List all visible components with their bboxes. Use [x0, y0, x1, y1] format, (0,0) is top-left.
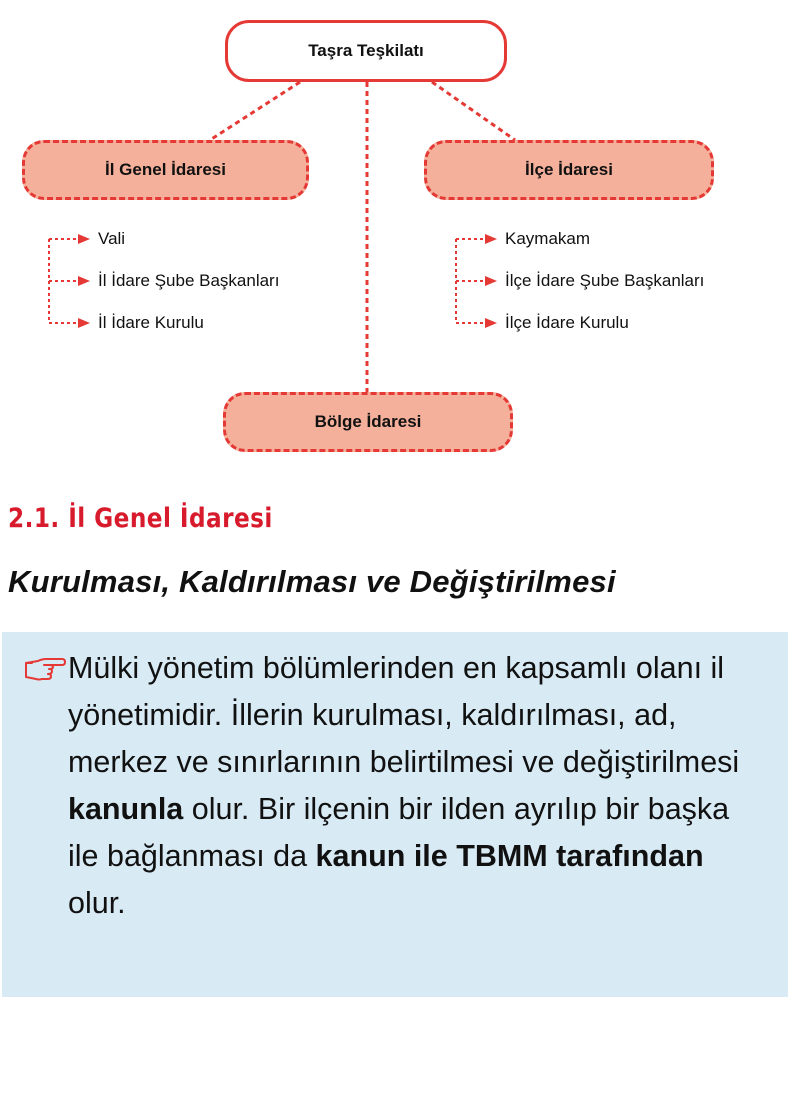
root-node — [225, 20, 507, 82]
note-text-3: olur. — [68, 886, 126, 920]
note-bold-1: kanunla — [68, 792, 184, 826]
list-item: İlçe İdare Şube Başkanları — [505, 271, 705, 290]
ilce-idaresi-list — [453, 218, 704, 344]
il-genel-idaresi-list — [46, 218, 279, 344]
root-label: Taşra Teşkilatı — [308, 41, 424, 60]
pointing-hand-icon — [24, 653, 66, 683]
note-bold-2: kanun ile TBMM tarafından — [315, 839, 704, 873]
list-item: Vali — [98, 229, 126, 248]
section-heading: 2.1. İl Genel İdaresi — [8, 503, 273, 534]
bolge-idaresi-node — [223, 392, 513, 452]
list-item: Kaymakam — [505, 229, 591, 248]
list-item: İl İdare Kurulu — [98, 313, 204, 332]
ilce-idaresi-node — [424, 140, 714, 200]
note-text-1: Mülki yönetim bölümlerinden en kapsamlı olanı il yönetimidir. İllerin kurulması, kaldırılması, ad, merkez ve sınırlarının belirtilmesi ve değiştirilmesi — [68, 651, 740, 779]
il-genel-idaresi-label: İl Genel İdaresi — [105, 160, 226, 179]
info-note — [2, 632, 788, 997]
list-item: İl İdare Şube Başkanları — [98, 271, 280, 290]
bolge-idaresi-label: Bölge İdaresi — [314, 412, 422, 431]
ilce-idaresi-label: İlçe İdaresi — [525, 160, 613, 179]
note-text-2: olur. Bir ilçenin bir ilden ayrılıp bir başka ile bağlanması da — [68, 792, 730, 873]
section-subheading: Kurulması, Kaldırılması ve Değiştirilmesi — [8, 564, 616, 599]
list-item: İlçe İdare Kurulu — [505, 313, 629, 332]
il-genel-idaresi-node — [22, 140, 309, 200]
